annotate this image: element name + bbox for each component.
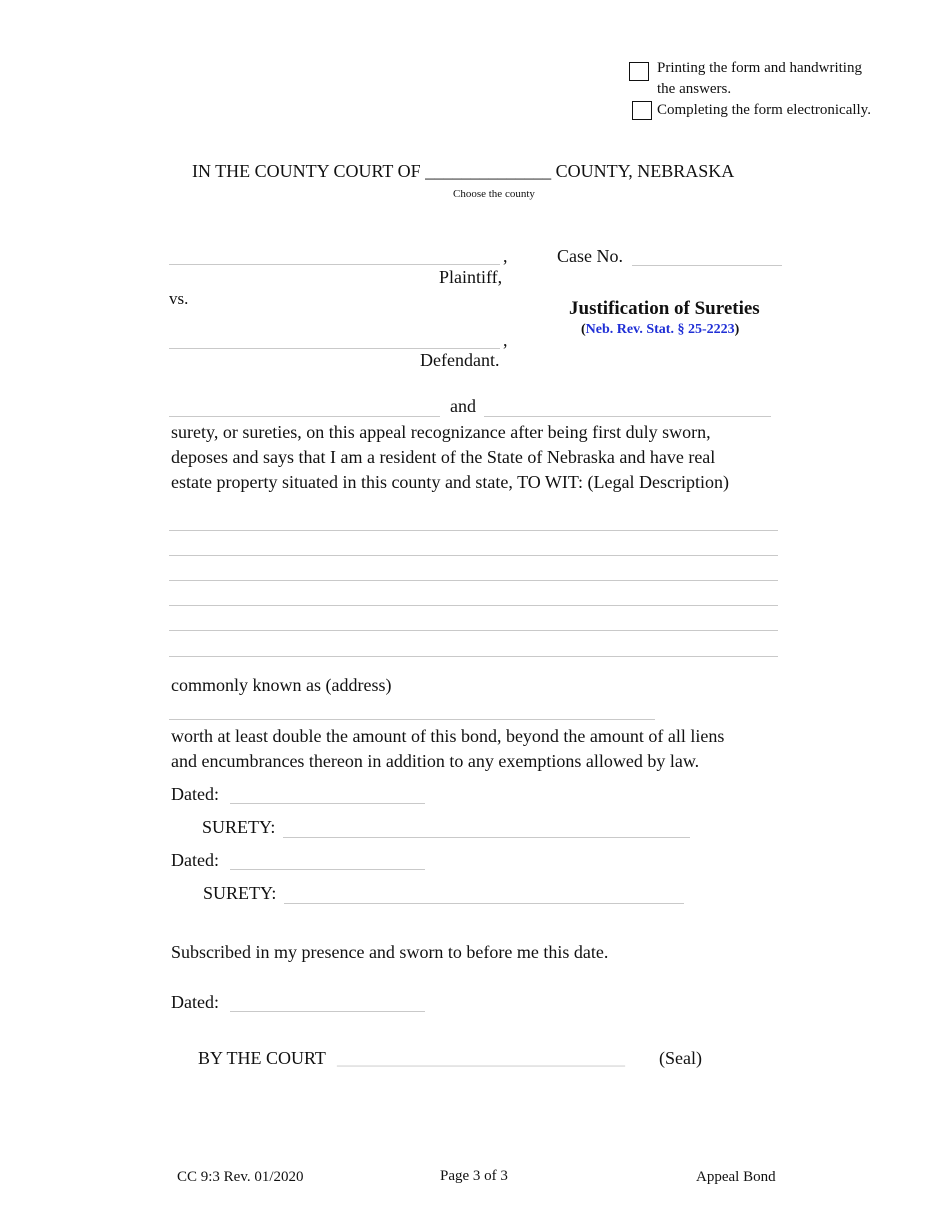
print-form-label-continued: the answers. [657,81,732,97]
legal-description-line-5[interactable] [169,608,778,631]
case-number-label: Case No. [557,246,623,266]
plaintiff-comma: , [503,246,508,266]
surety-signature-input-1[interactable] [283,815,690,838]
surety-label-1: SURETY: [202,817,276,837]
surety-label-2: SURETY: [203,883,277,903]
surety-1-name-input[interactable] [169,394,440,417]
legal-description-line-4[interactable] [169,583,778,606]
plaintiff-label: Plaintiff, [439,267,503,287]
plaintiff-name-input[interactable] [169,242,500,265]
paragraph-1-line-1: surety, or sureties, on this appeal recognizance after being first duly sworn, [171,422,711,442]
county-hint: Choose the county [453,188,535,200]
statute-open-paren: ( [581,322,586,337]
court-heading [192,161,734,182]
court-signature-line[interactable]: ________________________________ [337,1048,625,1068]
dated-input-3[interactable] [230,989,425,1012]
paragraph-2-line-1: worth at least double the amount of this bond, beyond the amount of all liens [171,726,725,746]
surety-signature-input-2[interactable] [284,881,684,904]
address-label: commonly known as (address) [171,675,392,695]
statute-close-paren: ) [734,322,740,337]
paragraph-1-line-3: estate property situated in this county and state, TO WIT: (Legal Description) [171,472,729,492]
print-form-checkbox[interactable] [629,62,649,81]
electronic-form-label: Completing the form electronically. [657,102,871,118]
dated-label-1: Dated: [171,784,219,804]
print-form-label: Printing the form and handwriting [657,60,862,76]
defendant-label: Defendant. [420,350,500,370]
form-id: CC 9:3 Rev. 01/2020 [177,1169,304,1185]
court-suffix: COUNTY, NEBRASKA [555,161,735,181]
paragraph-1-line-2: deposes and says that I am a resident of the State of Nebraska and have real [171,447,716,467]
case-number-input[interactable] [632,243,782,266]
document-name: Appeal Bond [696,1169,776,1185]
legal-description-line-3[interactable] [169,558,778,581]
seal-label: (Seal) [659,1048,702,1068]
electronic-form-checkbox[interactable] [632,101,652,120]
legal-description-line-6[interactable] [169,634,778,657]
surety-2-name-input[interactable] [484,394,771,417]
court-prefix: IN THE COUNTY COURT OF [192,161,421,181]
page-number: Page 3 of 3 [440,1168,508,1184]
and-label: and [450,396,476,416]
subscribed-statement: Subscribed in my presence and sworn to before me this date. [171,942,609,962]
county-select[interactable]: ______________ [425,161,552,181]
legal-description-line-1[interactable] [169,508,778,531]
document-title: Justification of Sureties [569,298,760,319]
defendant-name-input[interactable] [169,326,500,349]
dated-input-2[interactable] [230,847,425,870]
address-input[interactable] [169,697,655,720]
statute-reference [581,322,739,338]
paragraph-2-line-2: and encumbrances thereon in addition to any exemptions allowed by law. [171,751,700,771]
dated-label-3: Dated: [171,992,219,1012]
versus-label: vs. [169,289,189,308]
statute-link[interactable]: Neb. Rev. Stat. § 25-2223 [585,322,735,337]
dated-label-2: Dated: [171,850,219,870]
by-the-court-label: BY THE COURT [198,1048,326,1068]
defendant-comma: , [503,330,508,350]
dated-input-1[interactable] [230,781,425,804]
legal-description-line-2[interactable] [169,533,778,556]
